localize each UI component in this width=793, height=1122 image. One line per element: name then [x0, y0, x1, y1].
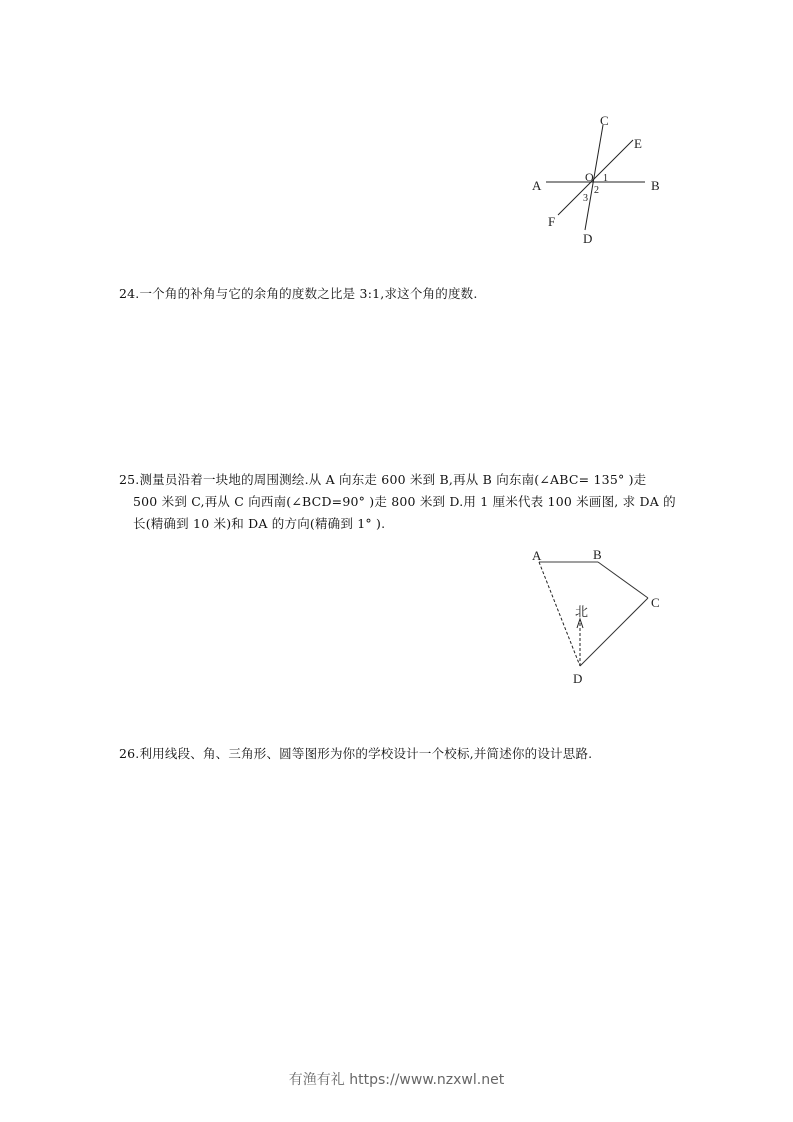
label-b: B	[593, 547, 602, 562]
question-line-2: 500 米到 C,再从 C 向西南(∠BCD=90° )走 800 米到 D.用 1 厘米代表 100 米画图, 求 DA 的	[133, 494, 676, 509]
label-o: O	[585, 170, 594, 184]
line-ef	[558, 140, 633, 215]
label-d: D	[583, 231, 593, 246]
question-line-3: 长(精确到 10 米)和 DA 的方向(精确到 1° ).	[133, 516, 386, 531]
question-text: 一个角的补角与它的余角的度数之比是 3:1,求这个角的度数.	[139, 286, 478, 301]
angle-3-label: 3	[583, 193, 588, 204]
segment-bc	[598, 562, 648, 598]
question-25	[119, 469, 676, 535]
segment-da-dashed	[539, 562, 580, 666]
label-f: F	[548, 214, 556, 229]
question-line-1: 测量员沿着一块地的周围测绘.从 A 向东走 600 米到 B,再从 B 向东南(∠ABC= 135° )走	[139, 472, 647, 487]
figure-intersecting-lines	[520, 100, 680, 250]
label-a: A	[532, 548, 542, 563]
question-number: 24.	[119, 286, 140, 301]
label-north: 北	[575, 604, 589, 619]
figure-survey-path	[520, 540, 670, 690]
question-26	[119, 743, 592, 765]
label-d: D	[573, 671, 583, 686]
angle-2-label: 2	[594, 185, 599, 196]
question-number: 26.	[119, 746, 140, 761]
question-text: 利用线段、角、三角形、圆等图形为你的学校设计一个校标,并简述你的设计思路.	[139, 746, 593, 761]
angle-1-label: 1	[603, 173, 608, 184]
segment-cd	[580, 598, 648, 666]
question-number: 25.	[119, 472, 140, 487]
label-b: B	[651, 178, 660, 193]
footer-watermark: 有渔有礼 https://www.nzxwl.net	[288, 1072, 505, 1088]
question-24	[119, 283, 478, 305]
label-c: C	[651, 595, 660, 610]
label-a: A	[532, 178, 542, 193]
label-e: E	[634, 136, 642, 151]
label-c: C	[600, 113, 609, 128]
